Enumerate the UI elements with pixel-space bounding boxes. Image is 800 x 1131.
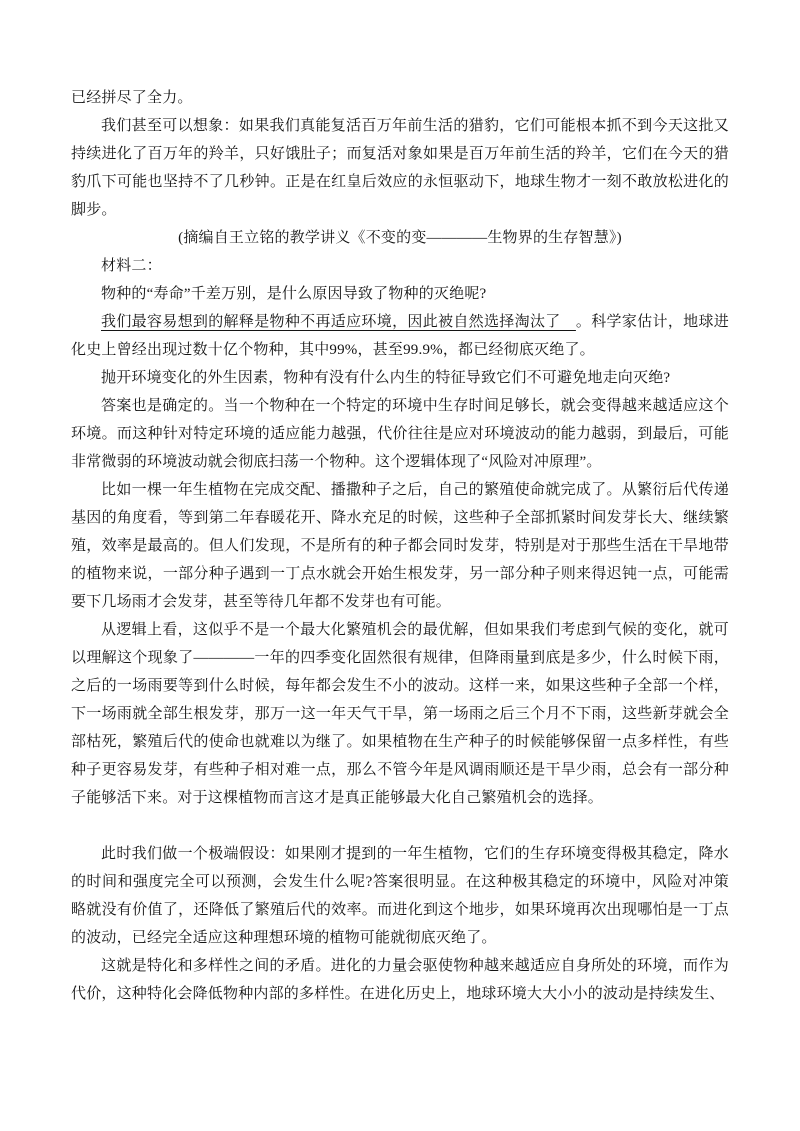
- paragraph: [71, 952, 729, 1008]
- paragraph: [71, 616, 729, 812]
- text-run: 已经拼尽了全力。: [71, 90, 193, 106]
- paragraph: [71, 84, 729, 112]
- text-run: 。科学家估计，地球进化史上曾经出现过数十亿个物种，其中99%，甚至99.9%，都已经彻底灭绝了。: [71, 314, 729, 358]
- text-run: 从逻辑上看，这似乎不是一个最大化繁殖机会的最优解，但如果我们考虑到气候的变化，就可以理解这个现象了————一年的四季变化固然很有规律，但降雨量到底是多少，什么时候下雨，之后的一场雨要等到什么时候，每年都会发生不小的波动。这样一来，如果这些种子全部一个样，下一场雨就全部生根发芽，那万一这一年天气干旱，第一场雨之后三个月不下雨，这些新芽就会全部枯死，繁殖后代的使命也就难以为继了。如果植物在生产种子的时候能够保留一点多样性，有些种子更容易发芽，有些种子相对难一点，那么不管今年是风调雨顺还是干旱少雨，总会有一部分种子能够活下来。对于这棵植物而言这才是真正能够最大化自己繁殖机会的选择。: [71, 622, 729, 806]
- underlined-text: 我们最容易想到的解释是物种不再适应环境，因此被自然选择淘汰了: [101, 314, 576, 330]
- text-run: 这就是特化和多样性之间的矛盾。进化的力量会驱使物种越来越适应自身所处的环境，而作为代价，这种特化会降低物种内部的多样性。在进化历史上，地球环境大大小小的波动是持续发生、: [71, 958, 729, 1002]
- text-run: 比如一棵一年生植物在完成交配、播撒种子之后，自己的繁殖使命就完成了。从繁衍后代传递基因的角度看，等到第二年春暖花开、降水充足的时候，这些种子全部抓紧时间发芽长大、继续繁殖，效率是最高的。但人们发现，不是所有的种子都会同时发芽，特别是对于那些生活在干旱地带的植物来说，一部分种子遇到一丁点水就会开始生根发芽，另一部分种子则来得迟钝一点，可能需要下几场雨才会发芽，甚至等待几年都不发芽也有可能。: [71, 482, 729, 610]
- document-body: [71, 84, 729, 1008]
- paragraph: [71, 364, 729, 392]
- text-run: 我们甚至可以想象：如果我们真能复活百万年前生活的猎豹，它们可能根本抓不到今天这批又持续进化了百万年的羚羊，只好饿肚子；而复活对象如果是百万年前生活的羚羊，它们在今天的猎豹爪下可能也坚持不了几秒钟。正是在红皇后效应的永恒驱动下，地球生物才一刻不敢放松进化的脚步。: [71, 118, 729, 218]
- paragraph: [71, 308, 729, 364]
- paragraph: [71, 252, 729, 280]
- paragraph: [71, 392, 729, 476]
- text-run: 此时我们做一个极端假设：如果刚才提到的一年生植物，它们的生存环境变得极其稳定，降水的时间和强度完全可以预测，会发生什么呢?答案很明显。在这种极其稳定的环境中，风险对冲策略就没有价值了，还降低了繁殖后代的效率。而进化到这个地步，如果环境再次出现哪怕是一丁点的波动，已经完全适应这种理想环境的植物可能就彻底灭绝了。: [71, 846, 729, 946]
- text-run: 答案也是确定的。当一个物种在一个特定的环境中生存时间足够长，就会变得越来越适应这个环境。而这种针对特定环境的适应能力越强，代价往往是应对环境波动的能力越弱，到最后，可能非常微弱的环境波动就会彻底扫荡一个物种。这个逻辑体现了“风险对冲原理”。: [71, 398, 729, 470]
- paragraph: [71, 112, 729, 224]
- text-run: (摘编自王立铭的教学讲义《不变的变————生物界的生存智慧》): [178, 230, 622, 246]
- paragraph: [71, 224, 729, 252]
- text-run: 物种的“寿命”千差万别，是什么原因导致了物种的灭绝呢?: [101, 286, 487, 302]
- paragraph: [71, 840, 729, 952]
- paragraph: [71, 280, 729, 308]
- text-run: 抛开环境变化的外生因素，物种有没有什么内生的特征导致它们不可避免地走向灭绝?: [101, 370, 671, 386]
- paragraph: [71, 476, 729, 616]
- text-run: 材料二：: [101, 258, 162, 274]
